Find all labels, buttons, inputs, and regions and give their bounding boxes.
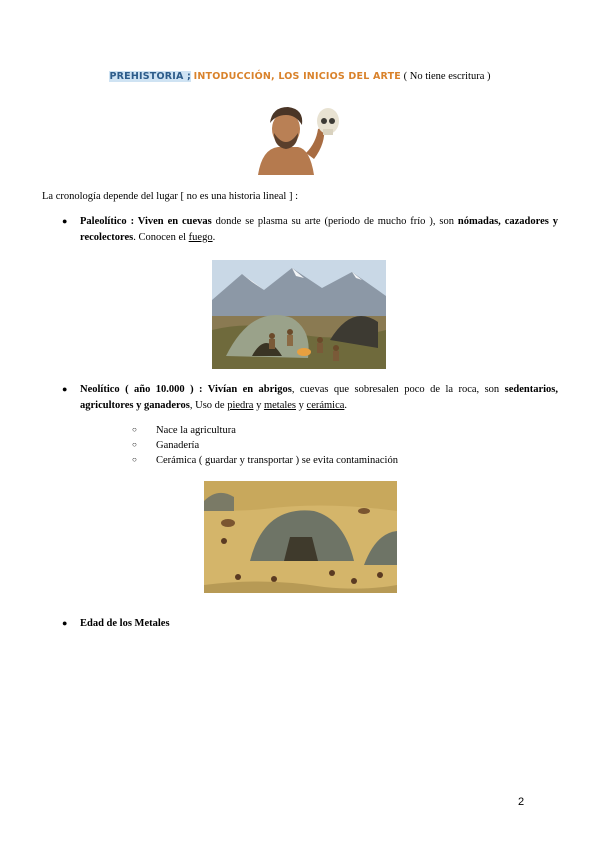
neolitico-item [80, 382, 558, 413]
neolitico-bold: sedentarios, agricultores y ganaderos [80, 384, 558, 411]
neolitico-text3: y [253, 399, 264, 411]
paleolitico-heading: Paleolítico : Viven en cuevas [80, 216, 212, 227]
sub-bullet-icon: ○ [132, 455, 137, 464]
neolitico-piedra: piedra [227, 399, 254, 411]
sub-bullet-icon: ○ [132, 425, 137, 434]
metales-heading: Edad de los Metales [80, 618, 170, 629]
neanderthal-skull-image [248, 103, 348, 175]
neolitico-text2: , Uso de [189, 399, 228, 411]
sub-bullet-icon: ○ [132, 440, 137, 449]
paleolitico-item [80, 214, 558, 245]
subitem-ganaderia: Ganadería [156, 440, 200, 451]
intro-text: La cronología depende del lugar [ no es una historia lineal ] : [42, 191, 298, 202]
bullet-icon: ● [62, 384, 68, 394]
title-prehistoria: PREHISTORIA ; [109, 71, 192, 82]
page-title [0, 71, 600, 82]
title-note: ( No tiene escritura ) [400, 71, 491, 82]
neolitico-text4: y [296, 399, 307, 411]
paleolitico-bold: nómadas, cazadores y recolectores [80, 216, 558, 243]
page-number: 2 [518, 796, 525, 808]
bullet-icon: ● [62, 618, 68, 628]
paleolitico-period: . [212, 231, 216, 243]
neolitico-period: . [344, 399, 348, 411]
paleolitico-text2: . Conocen el [133, 231, 189, 243]
subitem-ceramica: Cerámica ( guardar y transportar ) se evita contaminación [156, 455, 398, 466]
neolithic-village-image [204, 481, 397, 593]
subitem-agricultura: Nace la agricultura [156, 425, 236, 436]
neolitico-heading: Neolítico ( año 10.000 ) : Vivían en abrigos [80, 384, 292, 395]
neolitico-metales: metales [263, 399, 297, 411]
bullet-icon: ● [62, 216, 68, 226]
metales-item [80, 616, 170, 632]
paleolitico-fuego: fuego [188, 231, 213, 243]
paleolitico-text: donde se plasma su arte (periodo de mucho frío ), son [211, 216, 458, 227]
paleolithic-camp-image [212, 260, 386, 369]
neolitico-text: , cuevas que sobresalen poco de la roca, son [291, 384, 505, 395]
title-introduccion: INTODUCCIÓN, LOS INICIOS DEL ARTE [193, 71, 401, 82]
neolitico-ceramica: cerámica [306, 399, 345, 411]
